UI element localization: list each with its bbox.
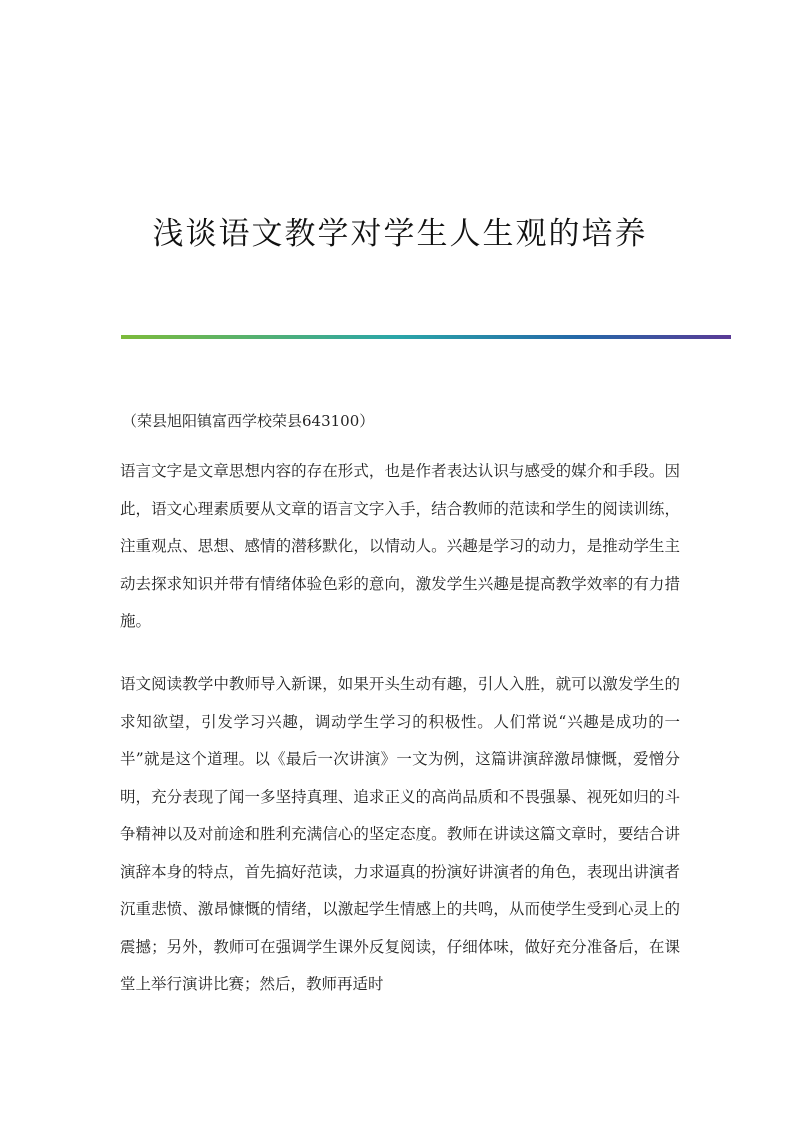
- body-paragraph-1: 语言文字是文章思想内容的存在形式，也是作者表达认识与感受的媒介和手段。因此，语文心理素质要从文章的语言文字入手，结合教师的范读和学生的阅读训练，注重观点、思想、感情的潜移默化，以情动人。兴趣是学习的动力，是推动学生主动去探求知识并带有情绪体验色彩的意向，激发学生兴趣是提高教学效率的有力措施。: [120, 462, 680, 630]
- body-paragraph-2: 语文阅读教学中教师导入新课，如果开头生动有趣，引人入胜，就可以激发学生的求知欲望，引发学习兴趣，调动学生学习的积极性。人们常说“兴趣是成功的一半”就是这个道理。以《最后一次讲演》一文为例，这篇讲演辞激昂慷慨，爱憎分明，充分表现了闻一多坚持真理、追求正义的高尚品质和不畏强暴、视死如归的斗争精神以及对前途和胜利充满信心的坚定态度。教师在讲读这篇文章时，要结合讲演辞本身的特点，首先搞好范读，力求逼真的扮演好讲演者的角色，表现出讲演者沉重悲愤、激昂慷慨的情绪，以激起学生情感上的共鸣，从而使学生受到心灵上的震撼；另外，教师可在强调学生课外反复阅读，仔细体味，做好充分准备后，在课堂上举行演讲比赛；然后，教师再适时: [120, 675, 680, 993]
- document-title: 浅谈语文教学对学生人生观的培养: [152, 215, 648, 252]
- author-affiliation: （荣县旭阳镇富西学校荣县643100）: [122, 412, 375, 430]
- title-divider: [121, 335, 731, 339]
